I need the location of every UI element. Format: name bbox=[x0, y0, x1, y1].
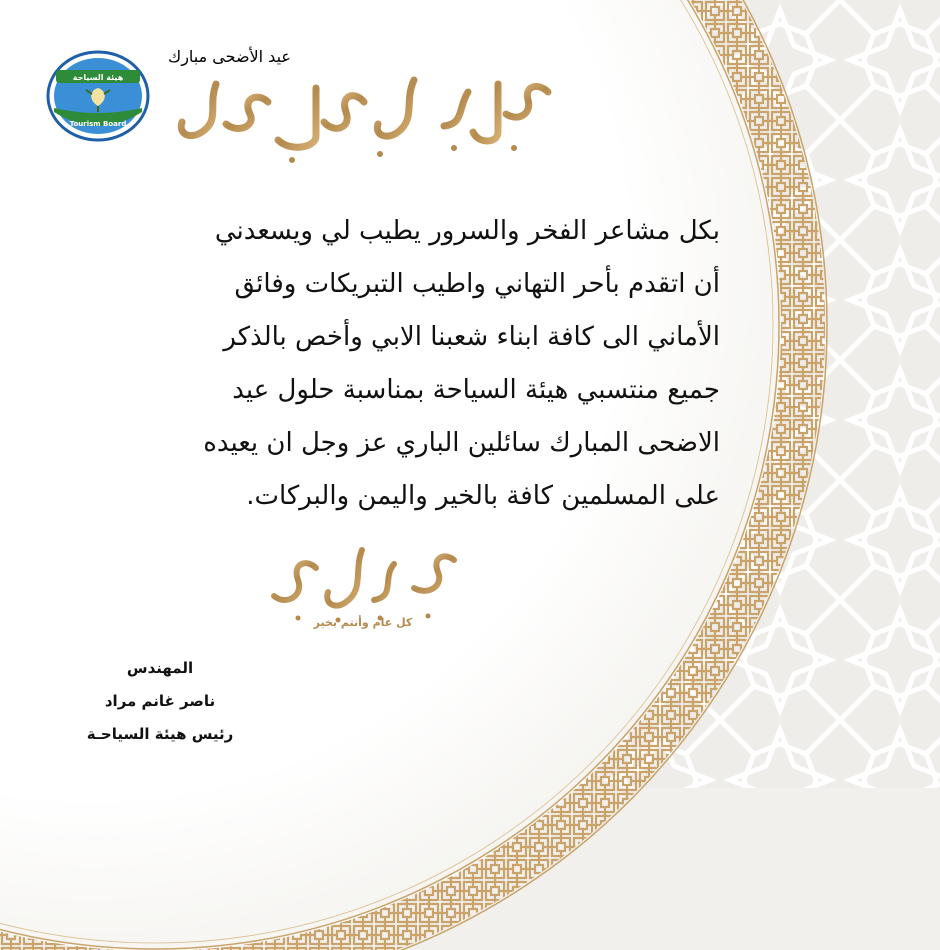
eid-mubarak-calligraphy bbox=[168, 47, 568, 172]
logo-top-text: هيئة السياحة bbox=[72, 73, 124, 82]
signature-block bbox=[60, 652, 260, 751]
signature-title: المهندس bbox=[126, 659, 194, 677]
message-line: الاضحى المبارك سائلين الباري عز وجل ان يعيده bbox=[203, 428, 720, 458]
signature-name: ناصر غانم مراد bbox=[104, 692, 216, 710]
message-line: بكل مشاعر الفخر والسرور يطيب لي ويسعدني bbox=[214, 216, 720, 246]
message-line: جميع منتسبي هيئة السياحة بمناسبة حلول عيد bbox=[232, 375, 720, 405]
signature-position: رئيس هيئة السياحـة bbox=[86, 725, 234, 743]
blessing-calligraphy bbox=[258, 530, 468, 630]
greeting-message bbox=[40, 205, 720, 523]
eid-title: عيد الأضحى مبارك bbox=[168, 47, 291, 66]
tourism-board-logo bbox=[46, 50, 150, 142]
logo-bottom-text: Tourism Board bbox=[69, 120, 127, 128]
message-line: الأماني الى كافة ابناء شعبنا الابي وأخص بالذكر bbox=[223, 322, 720, 352]
blessing-text: كل عام وأنتم بخير bbox=[313, 616, 413, 629]
message-line: أن اتقدم بأحر التهاني واطيب التبريكات وفائق bbox=[234, 269, 720, 299]
message-line: على المسلمين كافة بالخير واليمن والبركات. bbox=[246, 481, 720, 511]
